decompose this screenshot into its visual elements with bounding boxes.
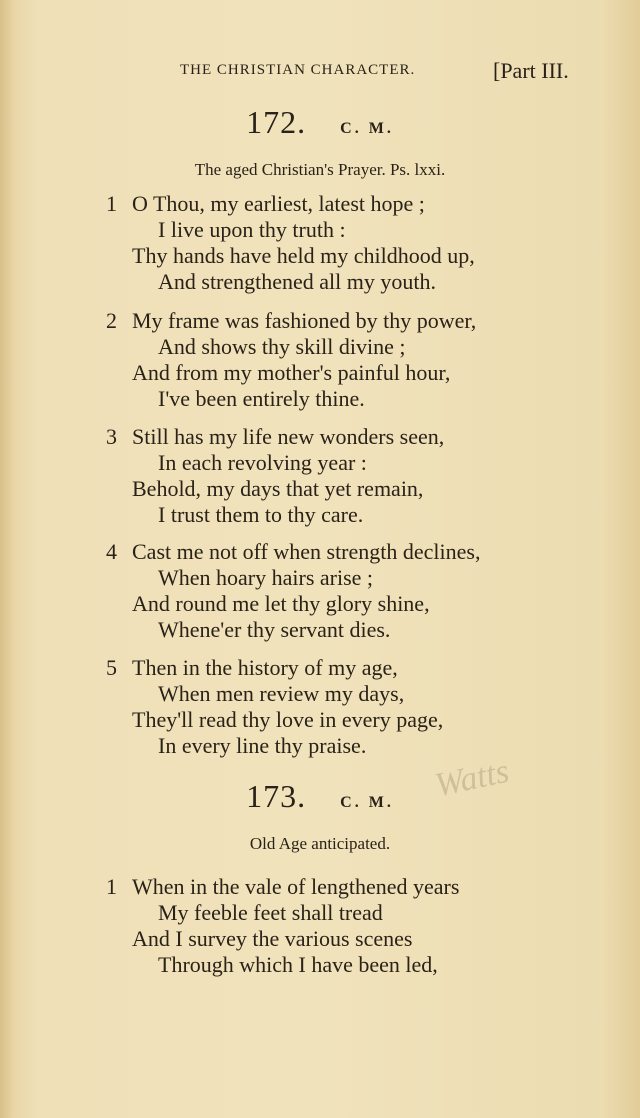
verse-line: When men review my days, [158,681,405,706]
verse-line: Still has my life new wonders seen, [132,424,445,449]
verse-173-1 [106,874,459,978]
verse-line: Through which I have been led, [158,952,438,977]
verse-172-2 [106,308,476,412]
hymn-number: 172. [246,104,307,140]
verse-number: 3 [106,424,117,449]
verse-line: Behold, my days that yet remain, [132,476,424,501]
verse-line: And strengthened all my youth. [158,269,437,294]
hymn-number: 173. [246,778,307,814]
verse-172-1 [106,191,475,295]
verse-line: My frame was fashioned by thy power, [132,308,477,333]
verse-line: And shows thy skill divine ; [158,334,406,359]
hymn-meter: C. M. [340,120,394,137]
verse-line: Thy hands have held my childhood up, [132,243,475,268]
verse-line: They'll read thy love in every page, [132,707,444,732]
verse-number: 1 [106,874,117,899]
verse-line: Then in the history of my age, [132,655,398,680]
verse-number: 1 [106,191,117,216]
verse-line: Whene'er thy servant dies. [158,617,391,642]
part-label: [Part III. [493,58,569,83]
verse-number: 4 [106,539,117,564]
handwritten-annotation: Watts [431,752,513,805]
running-head: THE CHRISTIAN CHARACTER. [180,62,416,78]
verse-line: And I survey the various scenes [132,926,413,951]
verse-line: In each revolving year : [158,450,367,475]
verse-line: When hoary hairs arise ; [158,565,374,590]
hymn-meter: C. M. [340,794,394,811]
verse-172-5 [106,655,443,759]
verse-172-4 [106,539,480,643]
hymn-heading-172 [0,104,640,141]
verse-number: 5 [106,655,117,680]
verse-line: When in the vale of lengthened years [132,874,460,899]
hymn-subtitle: The aged Christian's Prayer. Ps. lxxi. [194,160,446,179]
verse-172-3 [106,424,444,528]
verse-line: O Thou, my earliest, latest hope ; [132,191,425,216]
hymn-subtitle: Old Age anticipated. [249,834,391,853]
verse-number: 2 [106,308,117,333]
hymn-heading-173 [0,778,640,815]
verse-line: My feeble feet shall tread [158,900,383,925]
verse-line: I live upon thy truth : [158,217,346,242]
verse-line: I trust them to thy care. [158,502,364,527]
verse-line: And round me let thy glory shine, [132,591,430,616]
verse-line: In every line thy praise. [158,733,367,758]
verse-line: And from my mother's painful hour, [132,360,451,385]
verse-line: Cast me not off when strength declines, [132,539,481,564]
verse-line: I've been entirely thine. [158,386,365,411]
